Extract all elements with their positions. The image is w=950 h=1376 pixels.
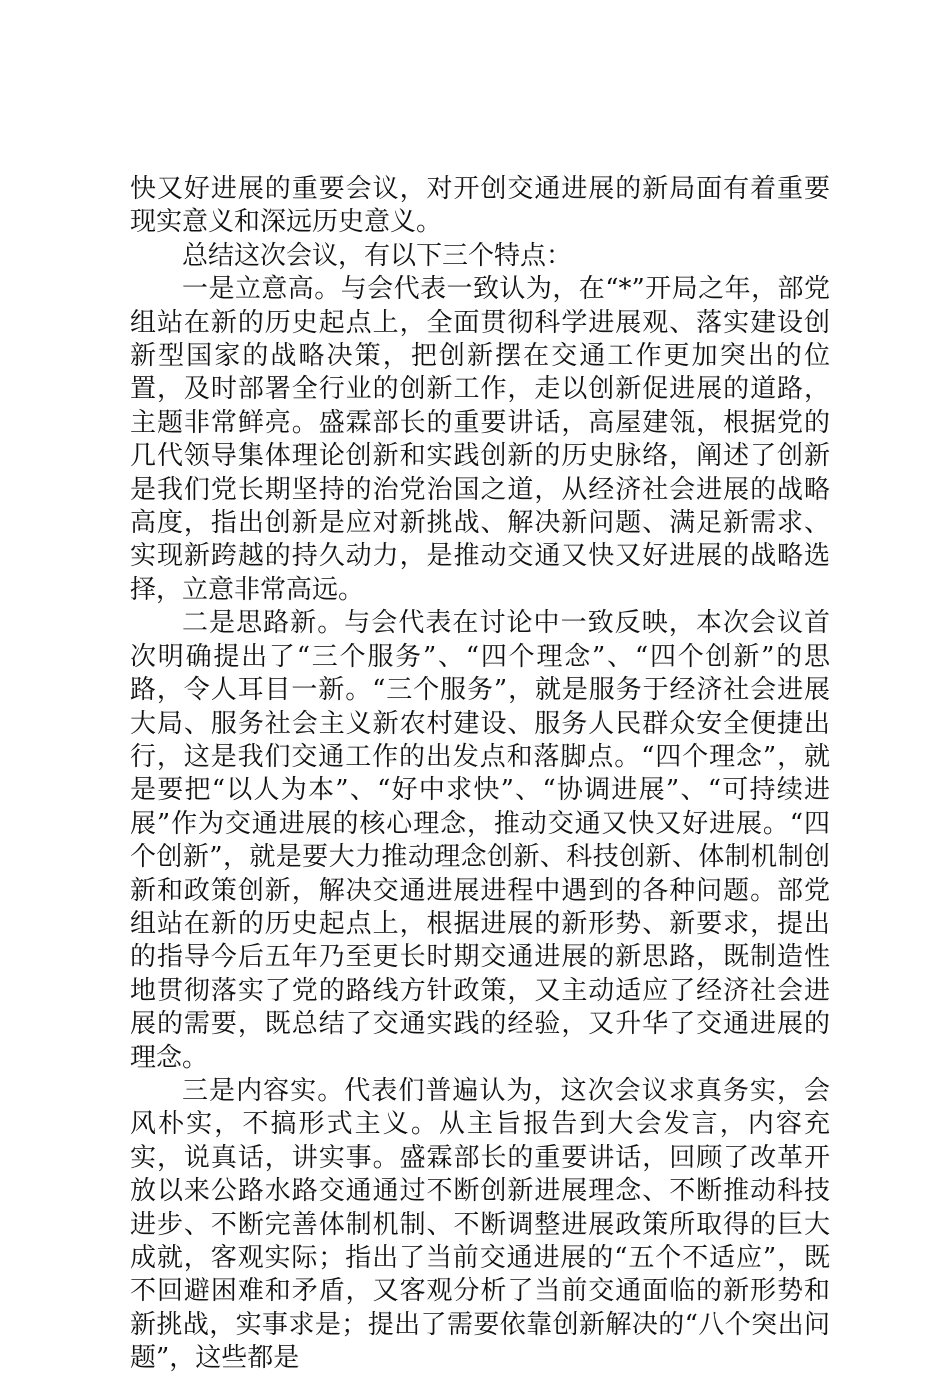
document-body xyxy=(130,173,830,1376)
paragraph-continuation: 快又好进展的重要会议，对开创交通进展的新局面有着重要现实意义和深远历史意义。 xyxy=(130,174,830,238)
paragraph-point-one: 一是立意高。与会代表一致认为，在“*”开局之年，部党组站在新的历史起点上，全面贯彻科学进展观、落实建设创新型国家的战略决策，把创新摆在交通工作更加突出的位置，及时部署全行业的创新工作，走以创新促进展的道路，主题非常鲜亮。盛霖部长的重要讲话，高屋建瓴，根据党的几代领导集体理论创新和实践创新的历史脉络，阐述了创新是我们党长期坚持的治党治国之道，从经济社会进展的战略高度，指出创新是应对新挑战、解决新问题、满足新需求、实现新跨越的持久动力，是推动交通又快又好进展的战略选择，立意非常高远。 xyxy=(130,274,830,605)
paragraph-point-three: 三是内容实。代表们普遍认为，这次会议求真务实，会风朴实，不搞形式主义。从主旨报告到大会发言，内容充实，说真话，讲实事。盛霖部长的重要讲话，回顾了改革开放以来公路水路交通通过不断创新进展理念、不断推动科技进步、不断完善体制机制、不断调整进展政策所取得的巨大成就，客观实际；指出了当前交通进展的“五个不适应”，既不回避困难和矛盾，又客观分析了当前交通面临的新形势和新挑战，实事求是；提出了需要依靠创新解决的“八个突出问题”，这些都是 xyxy=(130,1075,830,1374)
paragraph-summary-intro: 总结这次会议，有以下三个特点： xyxy=(182,240,573,271)
paragraph-point-two: 二是思路新。与会代表在讨论中一致反映，本次会议首次明确提出了“三个服务”、“四个理念”、“四个创新”的思路，令人耳目一新。“三个服务”，就是服务于经济社会进展大局、服务社会主义新农村建设、服务人民群众安全便捷出行，这是我们交通工作的出发点和落脚点。“四个理念”，就是要把“以人为本”、“好中求快”、“协调进展”、“可持续进展”作为交通进展的核心理念，推动交通又快又好进展。“四个创新”，就是要大力推动理念创新、科技创新、体制机制创新和政策创新，解决交通进展进程中遇到的各种问题。部党组站在新的历史起点上，根据进展的新形势、新要求，提出的指导今后五年乃至更长时期交通进展的新思路，既制造性地贯彻落实了党的路线方针政策，又主动适应了经济社会进展的需要，既总结了交通实践的经验，又升华了交通进展的理念。 xyxy=(130,608,830,1073)
